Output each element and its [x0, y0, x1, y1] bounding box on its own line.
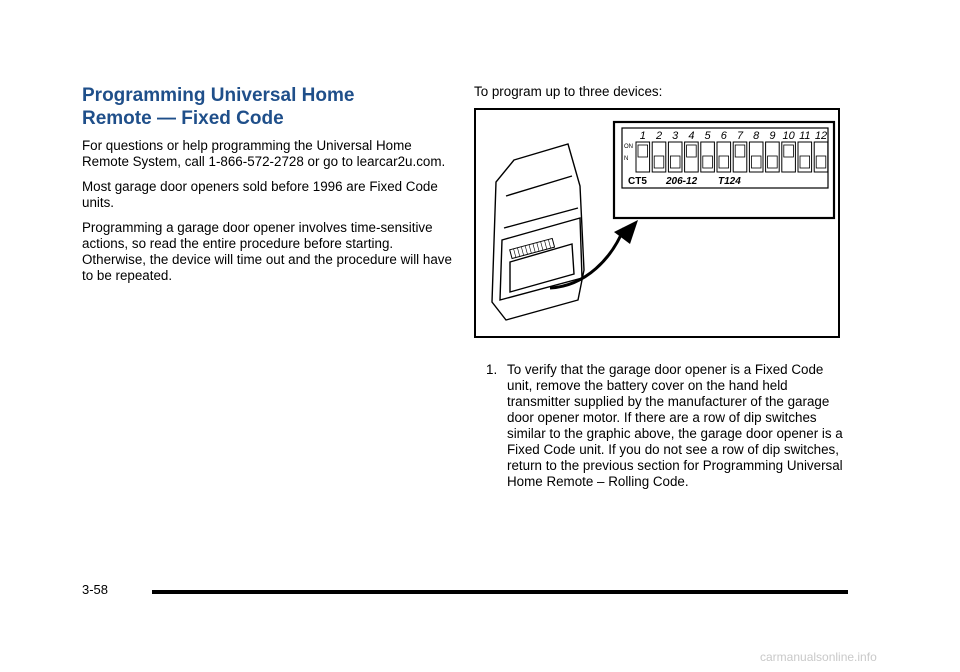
switch-number: 6	[720, 130, 727, 142]
label-code-2: 206-12	[666, 176, 698, 187]
dip-switch-drawing	[476, 110, 838, 336]
step-text: To verify that the garage door opener is a Fixed Code unit, remove the battery cover on the hand held transmitter supplied by the manufacturer of the garage door opener motor. If there are a row of dip switches similar to the graphic above, the garage door opener is a Fixed Code unit. If you do not see a row of dip switches, return to the previous section for Programming Universal Home Remote – Rolling Code.	[507, 362, 843, 489]
dip-switch-slider	[816, 156, 826, 168]
switch-number: 3	[672, 130, 679, 142]
remote-transmitter	[492, 144, 584, 320]
dip-switch-slider	[719, 156, 729, 168]
dip-switch-illustration	[474, 108, 840, 338]
switch-number: 2	[655, 130, 663, 142]
label-code-3: T124	[718, 176, 741, 187]
paragraph-help: For questions or help programming the Universal Home Remote System, call 1-866-572-2728 or go to learcar2u.com.	[82, 138, 446, 169]
paragraph-time-sensitive: Programming a garage door opener involves time-sensitive actions, so read the entire procedure before starting. Otherwise, the device will time out and the procedure will have to be repeated.	[82, 220, 452, 283]
step-list	[486, 362, 854, 490]
right-column	[474, 84, 854, 490]
switch-number: 9	[769, 130, 776, 142]
paragraph-fixed-code: Most garage door openers sold before 1996 are Fixed Code units.	[82, 179, 438, 210]
watermark: carmanualsonline.info	[760, 650, 877, 664]
section-title-line-2: Remote — Fixed Code	[82, 108, 284, 129]
switch-number: 4	[688, 130, 695, 142]
dip-switch-slider	[751, 156, 761, 168]
side-mark-n: N	[624, 156, 629, 162]
dip-switch-slider	[735, 145, 745, 157]
footer-rule	[152, 590, 848, 594]
dip-switch-slider	[784, 145, 794, 157]
left-column	[82, 84, 452, 293]
page-footer	[82, 580, 850, 600]
side-mark-on: ON	[624, 144, 633, 150]
section-title-line-1: Programming Universal Home	[82, 85, 355, 106]
section-title	[82, 84, 452, 130]
switch-number: 8	[753, 130, 760, 142]
dip-switch-slider	[800, 156, 810, 168]
switch-number: 12	[814, 130, 828, 142]
dip-switch-slider	[687, 145, 697, 157]
step-number: 1.	[486, 362, 498, 377]
dip-switch-slider	[638, 145, 648, 157]
switch-number: 1	[639, 130, 646, 142]
label-code-1: CT5	[628, 176, 647, 187]
dip-switch-slider	[703, 156, 713, 168]
intro-text: To program up to three devices:	[474, 84, 663, 99]
dip-switch-slider	[654, 156, 664, 168]
switch-number: 7	[736, 130, 744, 142]
switch-number: 5	[704, 130, 711, 142]
switch-number: 11	[799, 130, 811, 142]
dip-switch-slider	[670, 156, 680, 168]
switch-number: 10	[782, 130, 795, 142]
step-item	[486, 362, 854, 490]
dip-switch-slider	[768, 156, 778, 168]
page-number: 3-58	[82, 582, 109, 597]
